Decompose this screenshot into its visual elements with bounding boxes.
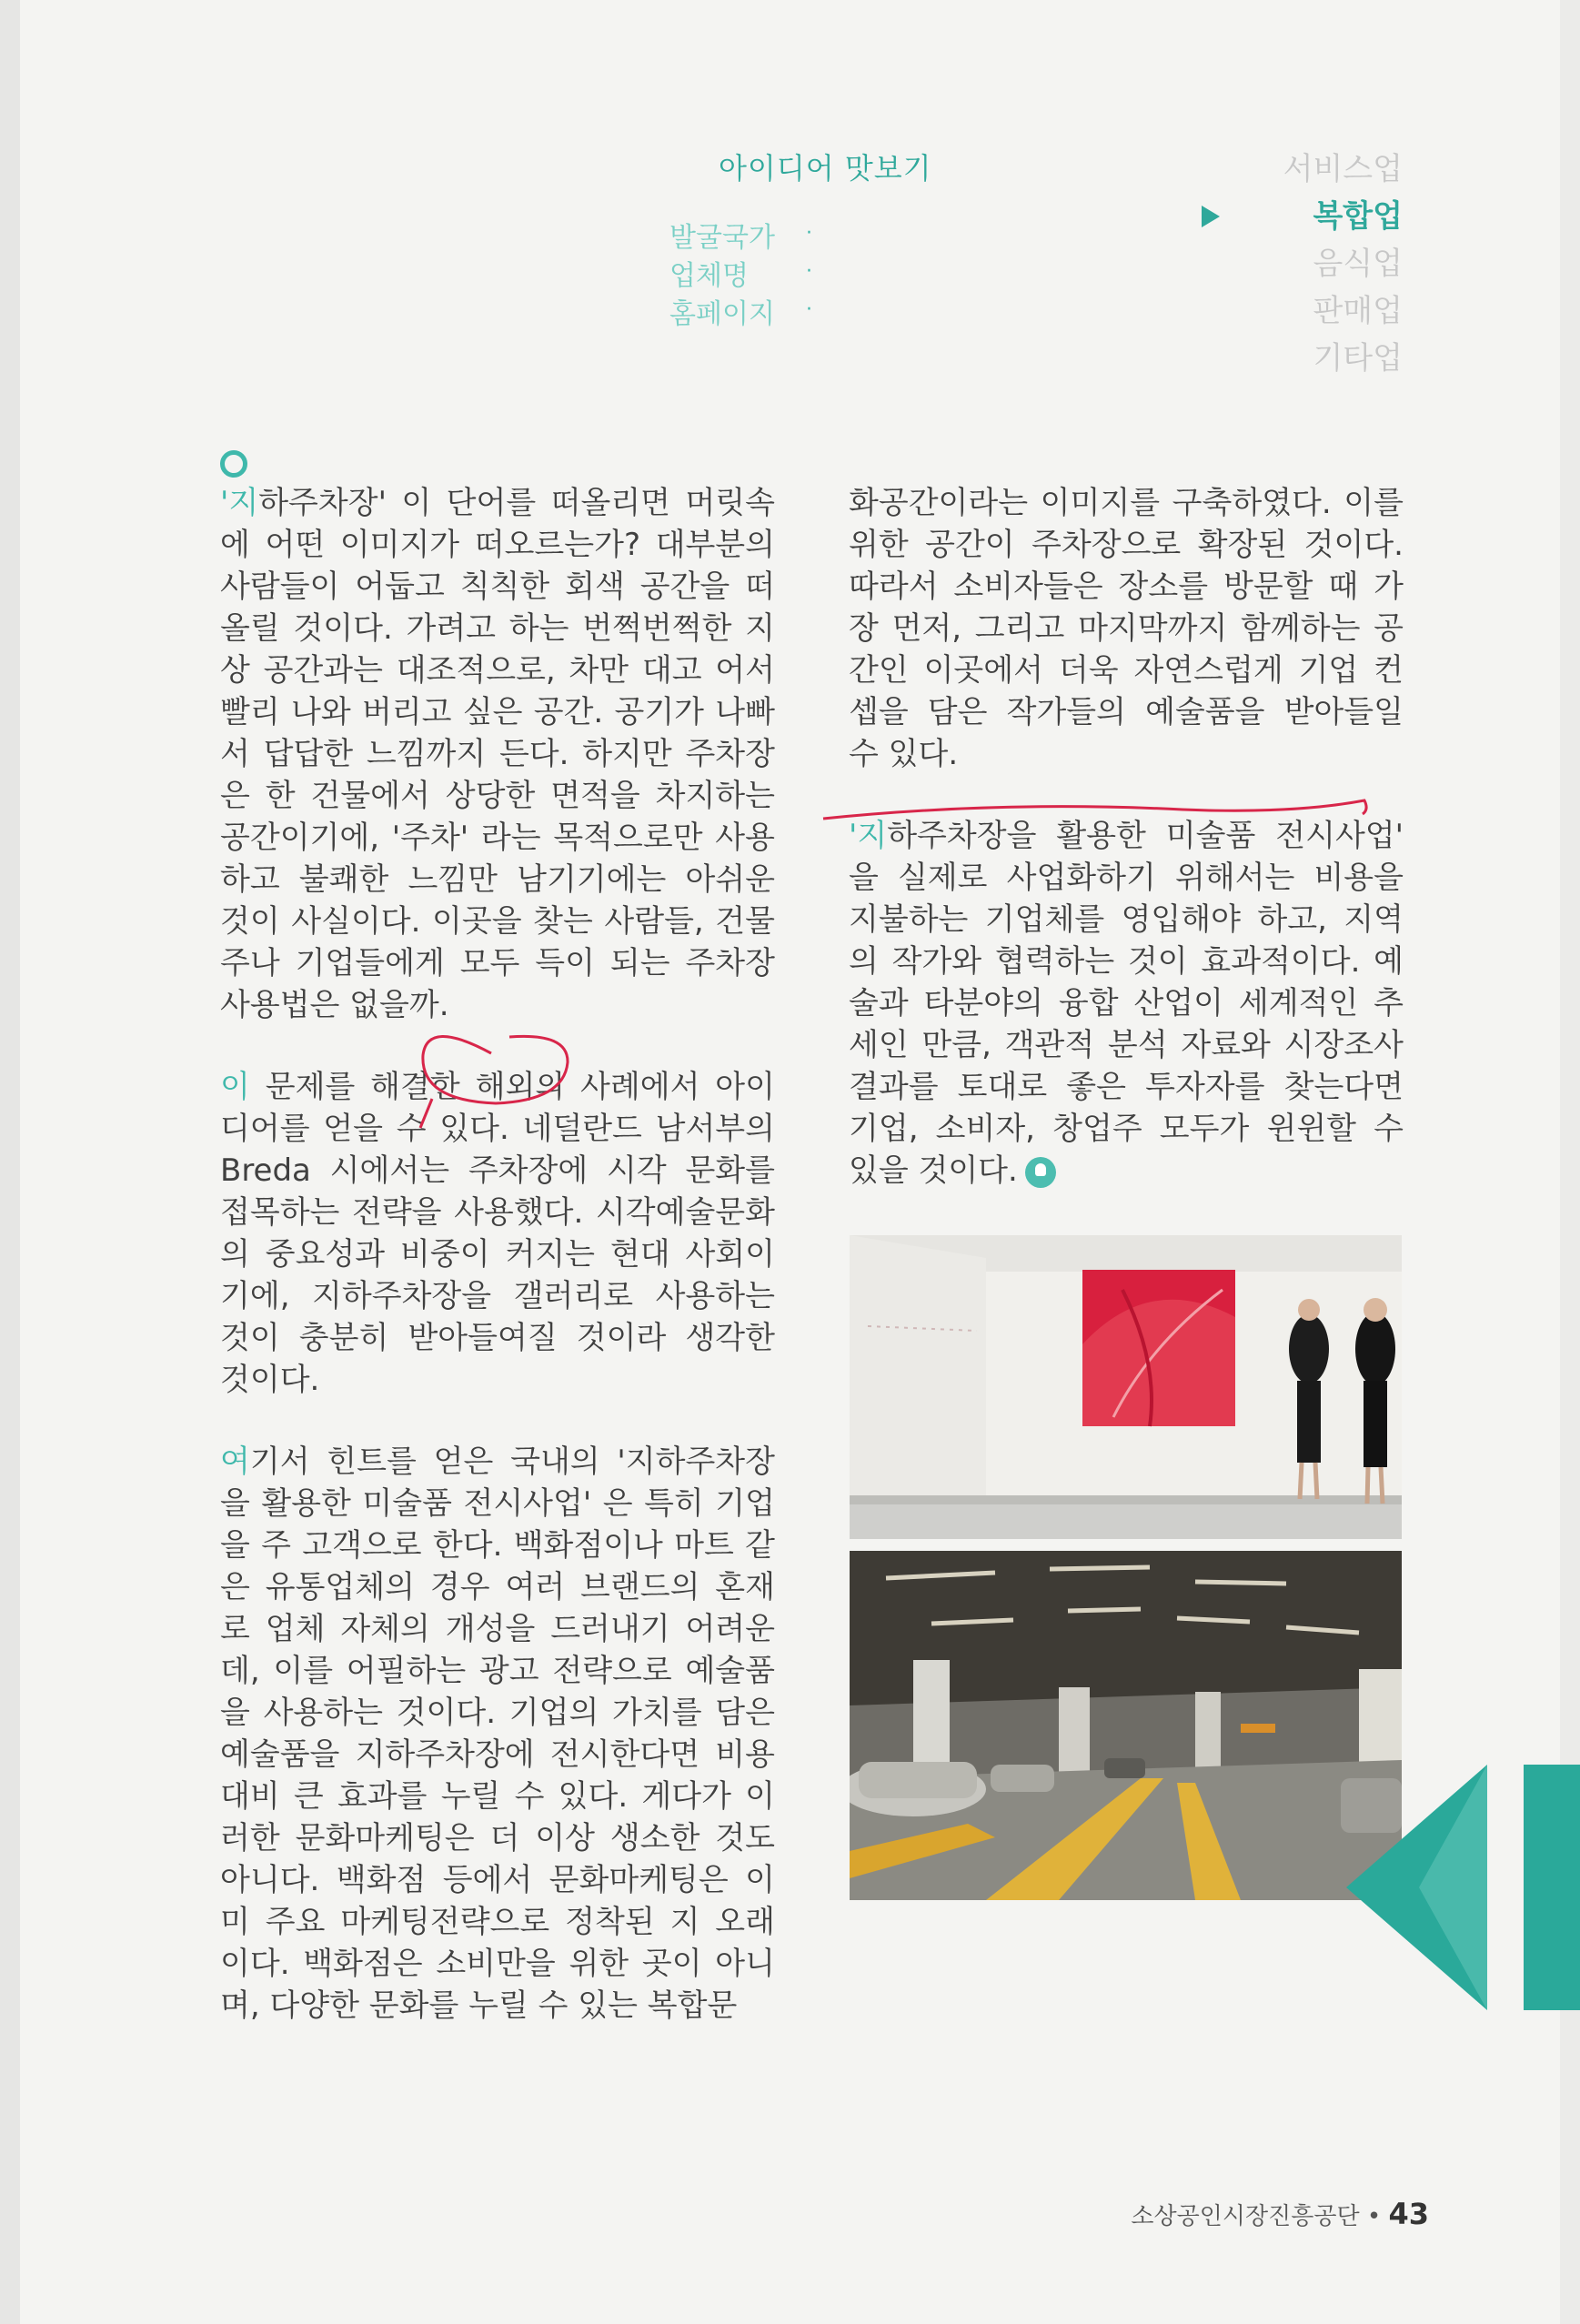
paragraph-lead: '지 bbox=[849, 818, 888, 854]
category-list bbox=[1283, 146, 1403, 382]
category-retail: 판매업 bbox=[1313, 293, 1403, 329]
meta-label-country: 발굴국가 bbox=[669, 222, 775, 254]
category-label: 복합업 bbox=[1313, 198, 1403, 235]
parking-garage-photo bbox=[850, 1551, 1402, 1900]
paragraph-lead: 이 bbox=[220, 1069, 250, 1105]
triangle-arrow-icon bbox=[1202, 206, 1220, 227]
paragraph-text: 하주차장을 활용한 미술품 전시사업' 을 실제로 사업화하기 위해서는 비용을 지불하는 기업체를 영입해야 하고, 지역의 작가와 협력하는 것이 효과적이다. 예술과 타분야의 융합 산업이 세계적인 추세인 만큼, 객관적 분석 자료와 시장조사결과를 토대로 좋은 투자자를 찾는다면 기업, 소비자, 창업주 모두가 윈윈할 수 있을 것이다. bbox=[849, 818, 1404, 1189]
category-complex-active bbox=[1283, 193, 1403, 240]
page-number: 43 bbox=[1388, 2197, 1429, 2231]
meta-separator: · bbox=[806, 222, 812, 245]
paragraph-lead: 여 bbox=[220, 1444, 250, 1480]
paragraph bbox=[849, 815, 1404, 1192]
gallery-photo bbox=[850, 1235, 1402, 1539]
article-column-right bbox=[849, 482, 1404, 1232]
paragraph bbox=[849, 482, 1404, 775]
circle-marker-icon bbox=[220, 450, 247, 478]
category-etc: 기타업 bbox=[1313, 340, 1403, 377]
idea-meta-list bbox=[669, 215, 812, 329]
meta-row bbox=[669, 215, 812, 253]
category-service: 서비스업 bbox=[1283, 151, 1403, 187]
paragraph-text: 하주차장' 이 단어를 떠올리면 머릿속에 어떤 이미지가 떠오르는가? 대부분의 사람들이 어둡고 칙칙한 회색 공간을 떠올릴 것이다. 가려고 하는 번쩍번쩍한 지상 공간과는 대조적으로, 차만 대고 어서 빨리 나와 버리고 싶은 공간. 공기가 나빠서 답답한 느낌까지 든다. 하지만 주차장은 한 건물에서 상당한 면적을 차지하는 공간이기에, '주차' 라는 목적으로만 사용하고 불쾌한 느낌만 남기기에는 아쉬운 것이 사실이다. 이곳을 찾는 사람들, 건물주나 기업들에게 모두 득이 되는 주차장 사용법은 없을까. bbox=[220, 485, 775, 1023]
meta-separator: · bbox=[806, 260, 812, 283]
decorative-triangle-shapes bbox=[1346, 1765, 1580, 2019]
paragraph-text: 기서 힌트를 얻은 국내의 '지하주차장을 활용한 미술품 전시사업' 은 특히 기업을 주 고객으로 한다. 백화점이나 마트 같은 유통업체의 경우 여러 브랜드의 혼재로 업체 자체의 개성을 드러내기 어려운데, 이를 어필하는 광고 전략으로 예술품을 사용하는 것이다. 기업의 가치를 담은 예술품을 지하주차장에 전시한다면 비용대비 큰 효과를 누릴 수 있다. 게다가 이러한 문화마케팅은 더 이상 생소한 것도 아니다. 백화점 등에서 문화마케팅은 이미 주요 마케팅전략으로 정착된 지 오래이다. 백화점은 소비만을 위한 곳이 아니며, 다양한 문화를 누릴 수 있는 복합문 bbox=[220, 1444, 775, 2024]
paragraph bbox=[220, 1066, 775, 1401]
article-column-left bbox=[220, 482, 775, 2067]
paragraph-text: 화공간이라는 이미지를 구축하였다. 이를 위한 공간이 주차장으로 확장된 것이다. 따라서 소비자들은 장소를 방문할 때 가장 먼저, 그리고 마지막까지 함께하는 공간인 이곳에서 더욱 자연스럽게 기업 컨셉을 담은 작가들의 예술품을 받아들일 수 있다. bbox=[849, 485, 1404, 772]
paragraph-text: 문제를 해결한 해외의 사례에서 아이디어를 얻을 수 있다. 네덜란드 남서부의 Breda 시에서는 주차장에 시각 문화를 접목하는 전략을 사용했다. 시각예술문화의 중요성과 비중이 커지는 현대 사회이기에, 지하주차장을 갤러리로 사용하는 것이 충분히 받아들여질 것이라 생각한 것이다. bbox=[220, 1069, 775, 1398]
footer-separator: • bbox=[1366, 2203, 1382, 2230]
page-footer bbox=[1131, 2197, 1429, 2231]
category-food: 음식업 bbox=[1313, 246, 1403, 282]
meta-label-company: 업체명 bbox=[669, 260, 749, 292]
paragraph bbox=[220, 482, 775, 1026]
organization-name: 소상공인시장진흥공단 bbox=[1131, 2203, 1360, 2230]
meta-row bbox=[669, 253, 812, 291]
lightbulb-icon bbox=[1025, 1157, 1056, 1188]
meta-row bbox=[669, 291, 812, 329]
paragraph bbox=[220, 1441, 775, 2027]
meta-separator: · bbox=[806, 298, 812, 321]
paragraph-lead: '지 bbox=[220, 485, 259, 521]
meta-label-homepage: 홈페이지 bbox=[669, 298, 775, 330]
section-title: 아이디어 맛보기 bbox=[719, 151, 932, 186]
